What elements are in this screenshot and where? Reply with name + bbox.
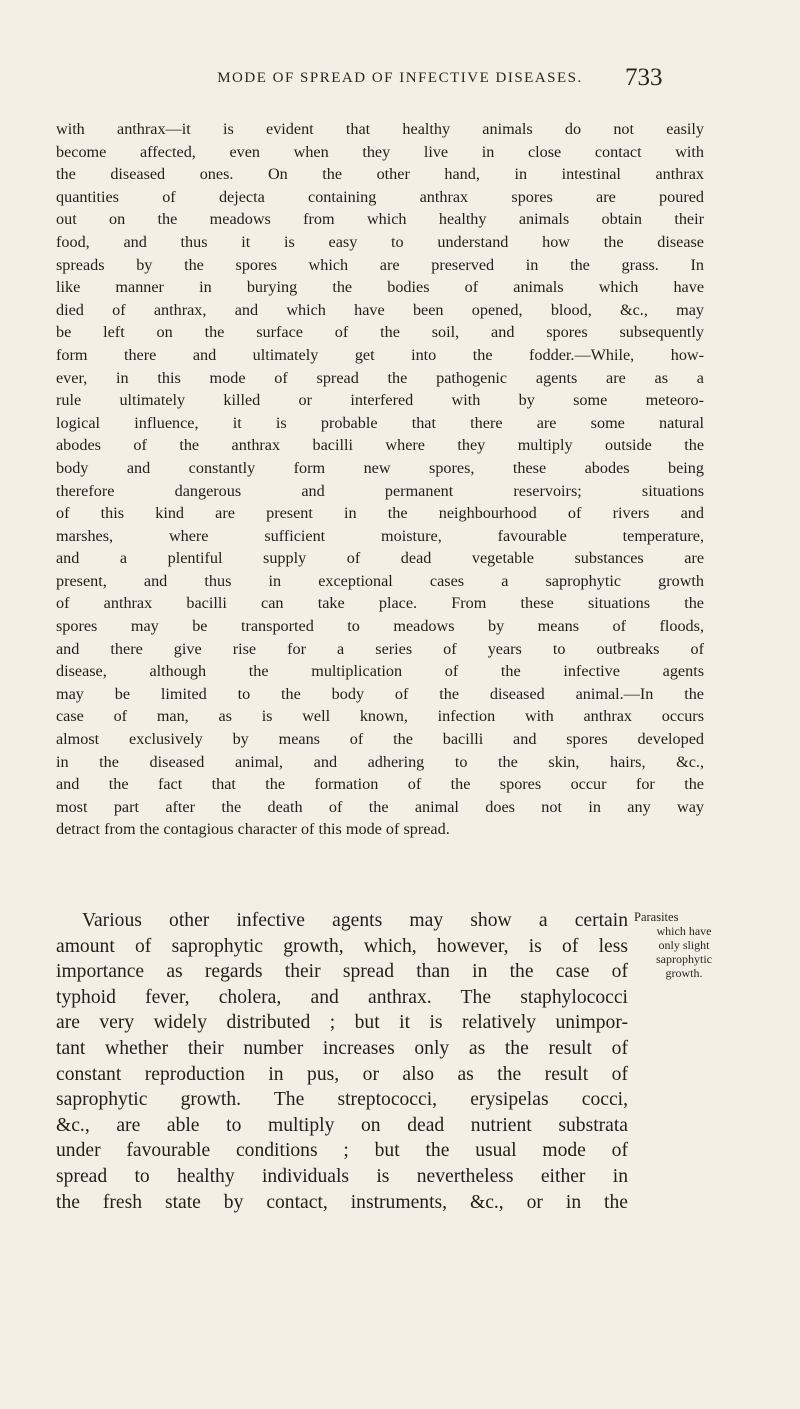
text-line: constant reproduction in pus, or also as the result of bbox=[56, 1063, 628, 1085]
text-line: marshes, where sufficient moisture, favourable temperature, bbox=[56, 526, 704, 545]
text-line: rule ultimately killed or interfered with by some meteoro- bbox=[56, 391, 704, 410]
text-line: with anthrax—it is evident that healthy animals do not easily bbox=[56, 120, 704, 138]
text-line: like manner in burying the bodies of animals which have bbox=[56, 278, 704, 297]
text-line: and a plentiful supply of dead vegetable substances are bbox=[56, 549, 704, 568]
text-line: ever, in this mode of spread the pathogenic agents are as a bbox=[56, 368, 704, 387]
text-line: are very widely distributed ; but it is relatively unimpor- bbox=[56, 1012, 628, 1034]
text-line: saprophytic growth. The streptococci, erysipelas cocci, bbox=[56, 1089, 628, 1111]
text-line: be left on the surface of the soil, and spores subsequently bbox=[56, 323, 704, 342]
text-line: tant whether their number increases only as the result of bbox=[56, 1037, 628, 1059]
text-line: spores may be transported to meadows by means of floods, bbox=[56, 617, 704, 636]
text-line: spreads by the spores which are preserved in the grass. In bbox=[56, 255, 704, 274]
marginal-note-line: Parasites bbox=[634, 910, 679, 924]
text-line: typhoid fever, cholera, and anthrax. The staphylococci bbox=[56, 986, 628, 1008]
running-title: MODE OF SPREAD OF INFECTIVE DISEASES. bbox=[217, 70, 583, 86]
paragraph-anthrax-spread bbox=[56, 118, 704, 841]
text-line: and the fact that the formation of the spores occur for the bbox=[56, 775, 704, 794]
running-head bbox=[0, 64, 800, 94]
text-line: food, and thus it is easy to understand how the disease bbox=[56, 232, 704, 251]
page-number: 733 bbox=[625, 64, 663, 91]
text-line: detract from the contagious character of this mode of spread. bbox=[56, 820, 450, 839]
text-line: and there give rise for a series of years to outbreaks of bbox=[56, 639, 704, 658]
marginal-note bbox=[634, 910, 734, 980]
text-line: quantities of dejecta containing anthrax spores are poured bbox=[56, 187, 704, 206]
text-line: become affected, even when they live in close contact with bbox=[56, 142, 704, 161]
text-line: may be limited to the body of the diseased animal.—In the bbox=[56, 684, 704, 703]
text-line: almost exclusively by means of the bacilli and spores developed bbox=[56, 730, 704, 749]
marginal-note-line: which have bbox=[656, 924, 712, 938]
text-line: in the diseased animal, and adhering to the skin, hairs, &c., bbox=[56, 752, 704, 771]
text-line: &c., are able to multiply on dead nutrient substrata bbox=[56, 1114, 628, 1136]
marginal-note-line: only slight bbox=[658, 938, 710, 952]
text-line: logical influence, it is probable that there are some natural bbox=[56, 413, 704, 432]
text-line: amount of saprophytic growth, which, however, is of less bbox=[56, 935, 628, 957]
paragraph-saprophytic-growth bbox=[56, 908, 628, 1215]
text-line: of this kind are present in the neighbourhood of rivers and bbox=[56, 504, 704, 523]
text-line: Various other infective agents may show a certain bbox=[82, 910, 628, 931]
text-line: present, and thus in exceptional cases a saprophytic growth bbox=[56, 571, 704, 590]
text-line: disease, although the multiplication of the infective agents bbox=[56, 662, 704, 681]
text-line: the fresh state by contact, instruments, &c., or in the bbox=[56, 1191, 628, 1213]
text-line: under favourable conditions ; but the usual mode of bbox=[56, 1140, 628, 1162]
text-line: therefore dangerous and permanent reservoirs; situations bbox=[56, 481, 704, 500]
text-line: form there and ultimately get into the fodder.—While, how- bbox=[56, 345, 704, 364]
marginal-note-line: saprophytic bbox=[656, 952, 712, 966]
text-line: importance as regards their spread than in the case of bbox=[56, 961, 628, 983]
text-line: body and constantly form new spores, these abodes being bbox=[56, 458, 704, 477]
text-line: spread to healthy individuals is nevertheless either in bbox=[56, 1165, 628, 1187]
marginal-note-line: growth. bbox=[665, 966, 703, 980]
text-line: most part after the death of the animal does not in any way bbox=[56, 797, 704, 816]
text-line: abodes of the anthrax bacilli where they multiply outside the bbox=[56, 436, 704, 455]
text-line: of anthrax bacilli can take place. From these situations the bbox=[56, 594, 704, 613]
text-line: out on the meadows from which healthy animals obtain their bbox=[56, 210, 704, 229]
text-line: the diseased ones. On the other hand, in intestinal anthrax bbox=[56, 165, 704, 184]
text-line: died of anthrax, and which have been opened, blood, &c., may bbox=[56, 300, 704, 319]
text-line: case of man, as is well known, infection with anthrax occurs bbox=[56, 707, 704, 726]
